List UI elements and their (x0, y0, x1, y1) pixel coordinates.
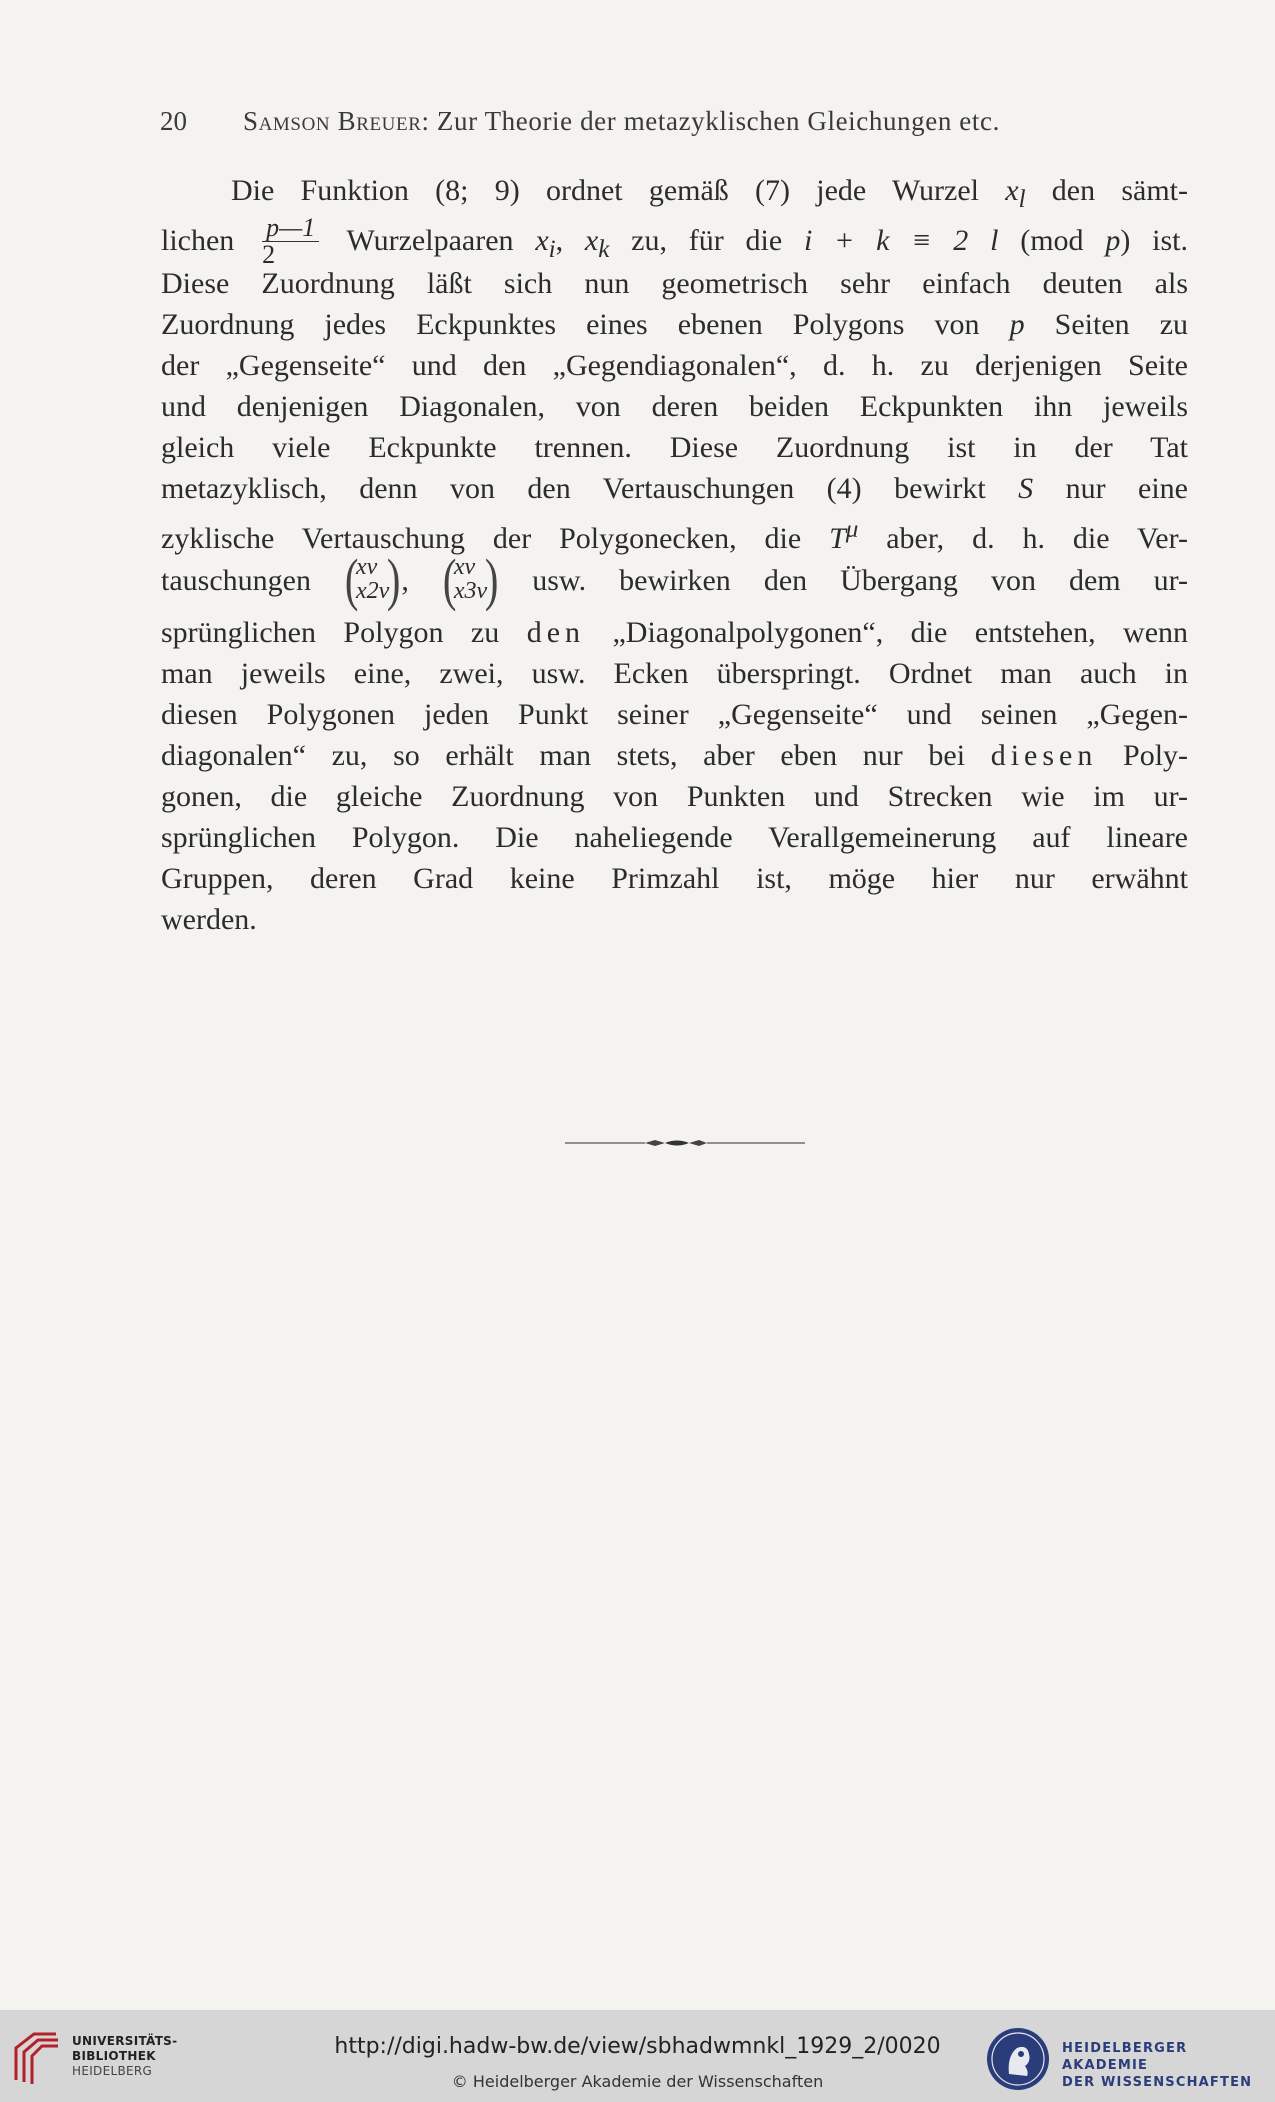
text-line-4: Zuordnung jedes Eckpunktes eines ebenen Polygons von p Seiten zu (161, 308, 1189, 341)
text-line-9: zyklische Vertauschung der Polygonecken, die $T^\mu$ aber, d. h. die Ver- (161, 516, 1188, 555)
text-line-17: Gruppen, deren Grad keine Primzahl ist, möge hier nur erwähnt (161, 862, 1188, 895)
text-line-13: diesen Polygonen jeden Punkt seiner „Gegenseite“ und seinen „Gegen- (161, 698, 1188, 731)
ornament-divider-icon (565, 1138, 805, 1148)
copyright-notice: © Heidelberger Akademie der Wissenschaften (451, 2072, 824, 2091)
text-line-12: man jeweils eine, zwei, usw. Ecken überspringt. Ordnet man auch in (161, 657, 1188, 690)
text-line-11: sprünglichen Polygon zu den „Diagonalpolygonen“, die entstehen, wenn (161, 616, 1189, 649)
permalink-url[interactable]: http://digi.hadw-bw.de/view/sbhadwmnkl_1929_2/0020 (334, 2034, 941, 2059)
footer-bar (0, 2010, 1275, 2102)
text-line-18: werden. (161, 903, 257, 936)
header-title (243, 106, 1000, 137)
academy-seal-icon[interactable] (985, 2026, 1051, 2092)
text-line-7: gleich viele Eckpunkte trennen. Diese Zuordnung ist in der Tat (161, 431, 1188, 464)
body-paragraph (161, 170, 1188, 940)
text-line-3: Diese Zuordnung läßt sich nun geometrisch sehr einfach deuten als (161, 267, 1188, 300)
header-author: Samson Breuer (243, 106, 422, 136)
running-header (160, 106, 1110, 146)
academy-name: HEIDELBERGER AKADEMIE DER WISSENSCHAFTEN (1062, 2041, 1253, 2090)
text-line-10: tauschungen ( xν x2ν ) , ( xν x3ν ) usw. bewirken den Übergang von dem ur- (161, 547, 1189, 613)
text-line-6: und denjenigen Diagonalen, von deren beiden Eckpunkten ihn jeweils (161, 390, 1188, 423)
text-line-2: lichen $\frac{p—1}{2}$ Wurzelpaaren $x_i$, $x_k$ zu, für die i + k ≡ 2 l (mod p) ist. (161, 212, 1188, 269)
fraction: $\frac{p—1}{2}$ (262, 215, 319, 268)
text-line-16: sprünglichen Polygon. Die naheliegende Verallgemeinerung auf lineare (161, 821, 1188, 854)
text-line-1: Die Funktion (8; 9) ordnet gemäß (7) jede Wurzel $x_l$ den sämt- (231, 174, 1189, 213)
header-title-rest: : Zur Theorie der metazyklischen Gleichungen etc. (421, 106, 1000, 136)
page-number: 20 (160, 106, 187, 136)
university-library-name: UNIVERSITÄTS- BIBLIOTHEK HEIDELBERG (72, 2034, 178, 2078)
text-line-5: der „Gegenseite“ und den „Gegendiagonalen“, d. h. zu derjenigen Seite (161, 349, 1188, 382)
binomial-1: ( xν x2ν ) (344, 547, 401, 613)
binomial-2: ( xν x3ν ) (442, 547, 499, 613)
text-line-8: metazyklisch, denn von den Vertauschungen (4) bewirkt S nur eine (161, 472, 1188, 505)
text-line-15: gonen, die gleiche Zuordnung von Punkten und Strecken wie im ur- (161, 780, 1188, 813)
text-line-14: diagonalen“ zu, so erhält man stets, aber eben nur bei diesen Poly- (161, 739, 1189, 772)
